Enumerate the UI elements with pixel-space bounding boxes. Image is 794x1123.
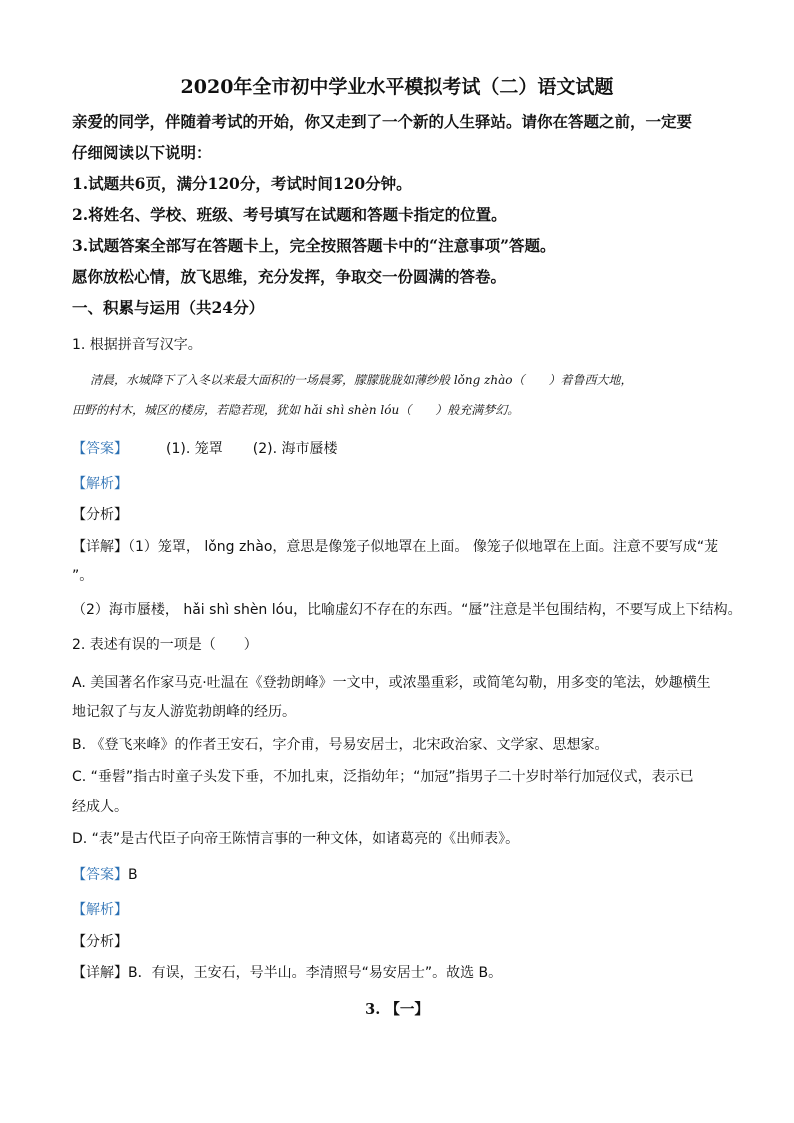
answer-item-2: (2). 海市蜃楼 — [252, 441, 338, 457]
answer-tag: 【答案】 — [72, 441, 128, 457]
question-1-detail-2: （2）海市蜃楼， hǎi shì shèn lóu，比喻虚幻不存在的东西。“蜃”注意是半包围结构，不要写成上下结构。 — [72, 602, 742, 618]
detail-text: B．有误，王安石，号半山。李清照号“易安居士”。故选 B。 — [128, 965, 503, 981]
question-2-option-a-line-2: 地记叙了与友人游览勃朗峰的经历。 — [72, 704, 296, 720]
intro-item-2: 2.将姓名、学校、班级、考号填写在试题和答题卡指定的位置。 — [72, 205, 507, 224]
question-2-analysis-tag: 【解析】 — [72, 902, 128, 918]
question-1-passage-line-1: 清晨，水城降下了入冬以来最大面积的一场晨雾，朦朦胧胧如薄纱般 lǒng zhào（ ）着鲁西大地， — [90, 373, 633, 387]
detail-text-1: （1）笼罩， lǒng zhào，意思是像笼子似地罩在上面。 像笼子似地罩在上面。注意不要写成“茏 — [128, 539, 719, 555]
detail-tag: 【详解】 — [72, 539, 128, 555]
question-2-option-d: D. “表”是古代臣子向帝王陈情言事的一种文体，如诸葛亮的《出师表》。 — [72, 831, 520, 847]
question-1-detail-row — [72, 536, 718, 556]
question-2-option-c-line-1: C. “垂髫”指古时童子头发下垂，不加扎束，泛指幼年；“加冠”指男子二十岁时举行加冠仪式，表示已 — [72, 769, 694, 785]
question-2-fenxi-tag: 【分析】 — [72, 934, 128, 950]
question-1-passage-line-2: 田野的村木，城区的楼房，若隐若现，犹如 hǎi shì shèn lóu（ ）般充满梦幻。 — [72, 403, 520, 417]
question-1-prompt: 1. 根据拼音写汉字。 — [72, 337, 202, 353]
question-1-fenxi-tag: 【分析】 — [72, 507, 128, 523]
intro-line-2: 仔细阅读以下说明： — [72, 143, 212, 162]
intro-wish: 愿你放松心情，放飞思维，充分发挥，争取交一份圆满的答卷。 — [72, 267, 507, 286]
answer-item-1: (1). 笼罩 — [166, 441, 223, 457]
detail-tag: 【详解】 — [72, 965, 128, 981]
question-1-analysis-tag: 【解析】 — [72, 476, 128, 492]
question-2-option-c-line-2: 经成人。 — [72, 799, 128, 815]
question-1-detail-cont: ”。 — [72, 568, 94, 584]
section-heading: 一、积累与运用（共24分） — [72, 298, 265, 317]
question-1-answer-row — [72, 438, 337, 458]
intro-item-1: 1.试题共6页，满分120分，考试时间120分钟。 — [72, 174, 412, 193]
page-title: 2020年全市初中学业水平模拟考试（二）语文试题 — [180, 76, 614, 98]
question-2-answer-row — [72, 864, 138, 884]
intro-line-1: 亲爱的同学，伴随着考试的开始，你又走到了一个新的人生驿站。请你在答题之前，一定要 — [72, 112, 693, 131]
question-2-option-a-line-1: A. 美国著名作家马克·吐温在《登勃朗峰》一文中，或浓墨重彩，或简笔勾勒，用多变的笔法，妙趣横生 — [72, 675, 711, 691]
question-2-prompt: 2. 表述有误的一项是（ ） — [72, 637, 258, 653]
intro-item-3: 3.试题答案全部写在答题卡上，完全按照答题卡中的“注意事项”答题。 — [72, 236, 556, 255]
answer-tag: 【答案】 — [72, 867, 128, 883]
question-2-detail-row — [72, 962, 502, 982]
question-3-heading: 3. 【一】 — [365, 1001, 429, 1018]
answer-value: B — [128, 867, 138, 883]
question-2-option-b: B. 《登飞来峰》的作者王安石，字介甫，号易安居士，北宋政治家、文学家、思想家。 — [72, 737, 609, 753]
